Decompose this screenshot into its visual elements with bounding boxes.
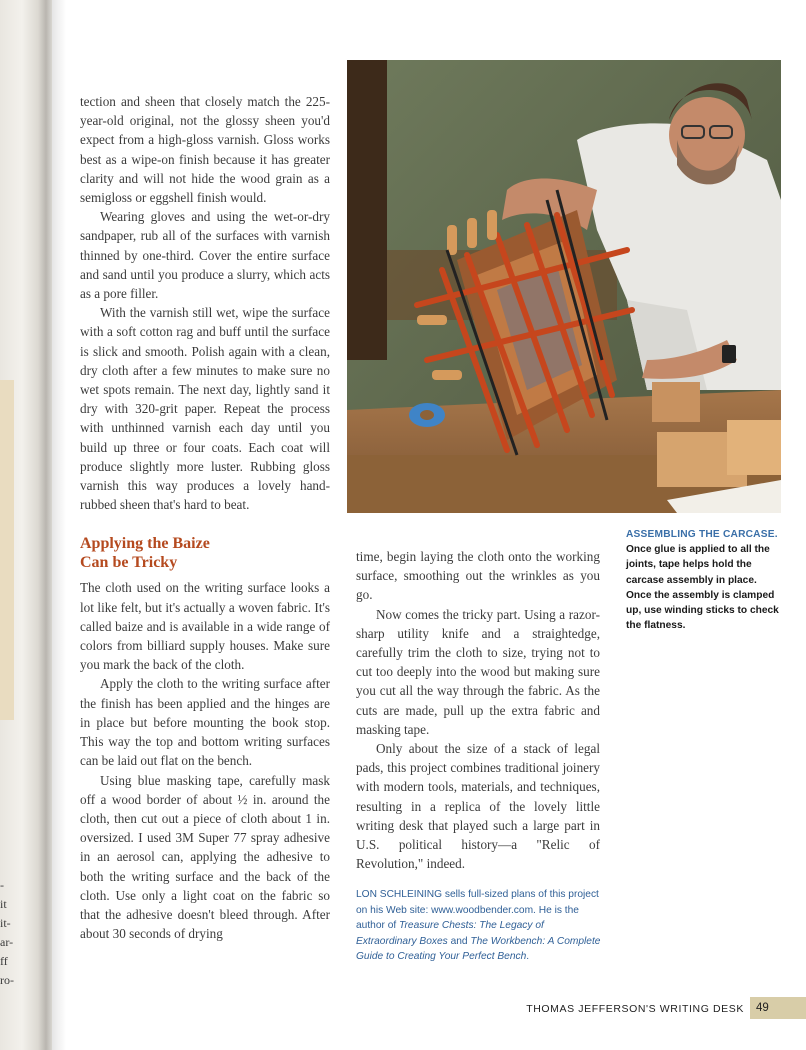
caption-text: Once glue is applied to all the joints, tape helps hold the carcase assembly in place. Once the assembly is clamped up, use winding sticks to check the flatness. [626,544,779,632]
left-fragment: it [0,897,7,911]
left-fragment: ar- [0,935,14,949]
body-paragraph: tection and sheen that closely match the 225-year-old original, not the glossy sheen you'd expect from a high-gloss varnish. Gloss works best as a wipe-on finish because it has greater clarity and will not hide the wood grain as a semigloss or eggshell finish would. [80,94,330,206]
photo-caption [626,527,784,633]
page-footer [0,997,806,1021]
bio-end: . [526,951,530,962]
left-fragment: it- [0,916,11,930]
author-bio [356,887,606,965]
section-heading [80,534,330,572]
bio-lead: LON SCHLEINING sells full-sized plans of this project on his Web site: www.woodbender.com. He is the author of [356,889,599,931]
section-heading-line: Applying the Baize [80,535,210,553]
body-paragraph: Wearing gloves and using the wet-or-dry sandpaper, rub all of the surfaces with varnish thinned by one-third. Cover the entire surface and sand until you produce a slurry, which acts as a pore filler. [80,209,330,302]
text-column-2 [356,547,600,873]
body-paragraph: Using blue masking tape, carefully mask off a wood border of about ½ in. around the cloth, then cut out a piece of cloth about 1 in. oversized. I used 3M Super 77 spray adhesive in an aerosol can, applying the adhesive to both the writing surface and the back of the cloth. Use only a light coat on the fabric so that the adhesive doesn't bleed through. After about 30 seconds of drying [80,772,330,942]
section-heading-line: Can be Tricky [80,554,178,572]
bio-book-title: Treasure Chests: The Legacy of Extraordinary Boxes [356,920,544,947]
running-title: THOMAS JEFFERSON'S WRITING DESK [526,1003,744,1015]
carcase-assembly-photo [347,60,781,513]
previous-page-edge [0,0,52,1050]
body-paragraph: Apply the cloth to the writing surface after the finish has been applied and the hinges are in place but before mounting the book stop. This way the top and bottom writing surfaces can be laid out flat on the bench. [80,676,330,769]
body-paragraph: Now comes the tricky part. Using a razor-sharp utility knife and a straightedge, carefully trim the cloth to size, trying not to cut too deeply into the wood but making sure you cut all the way through the fabric. As the cuts are made, pull up the extra fabric and masking tape. [356,606,600,737]
left-fragment: ff [0,954,8,968]
gutter-shadow [52,0,66,1050]
body-paragraph: Only about the size of a stack of legal pads, this project combines traditional joinery with modern tools, materials, and techniques, resulting in a replica of the lovely little writing desk that played such a large part in U.S. political history—a "Relic of Revolution," indeed. [356,741,600,872]
bio-and: and [447,935,471,947]
left-fragment: ro- [0,973,14,987]
body-paragraph: The cloth used on the writing surface looks a lot like felt, but it's actually a woven fabric. It's called baize and is available in a wide range of colors from billiard supply houses. Make sure you mark the back of the cloth. [80,580,330,673]
text-column-1 [80,92,330,943]
body-paragraph: time, begin laying the cloth onto the working surface, smoothing out the wrinkles as you go. [356,549,600,603]
left-fragment: - [0,878,4,892]
bio-book-title: The Workbench: A Complete Guide to Creating Your Perfect Bench [356,935,601,962]
photo-illustration [347,60,781,513]
page-number: 49 [750,997,806,1019]
caption-title: ASSEMBLING THE CARCASE. [626,529,778,540]
body-paragraph: With the varnish still wet, wipe the surface with a soft cotton rag and buff until the surface is slick and smooth. Polish again with a clean, dry cloth after a few minutes to make sure no wet spots remain. The next day, lightly sand it dry with 320-grit paper. Repeat the process with unthinned varnish each day until you build up three or four coats. Each coat will produce slightly more luster. Rubbing gloss varnish this way produces a lovely hand-rubbed sheen that's hard to beat. [80,305,330,513]
previous-page-tan-block [0,380,14,720]
